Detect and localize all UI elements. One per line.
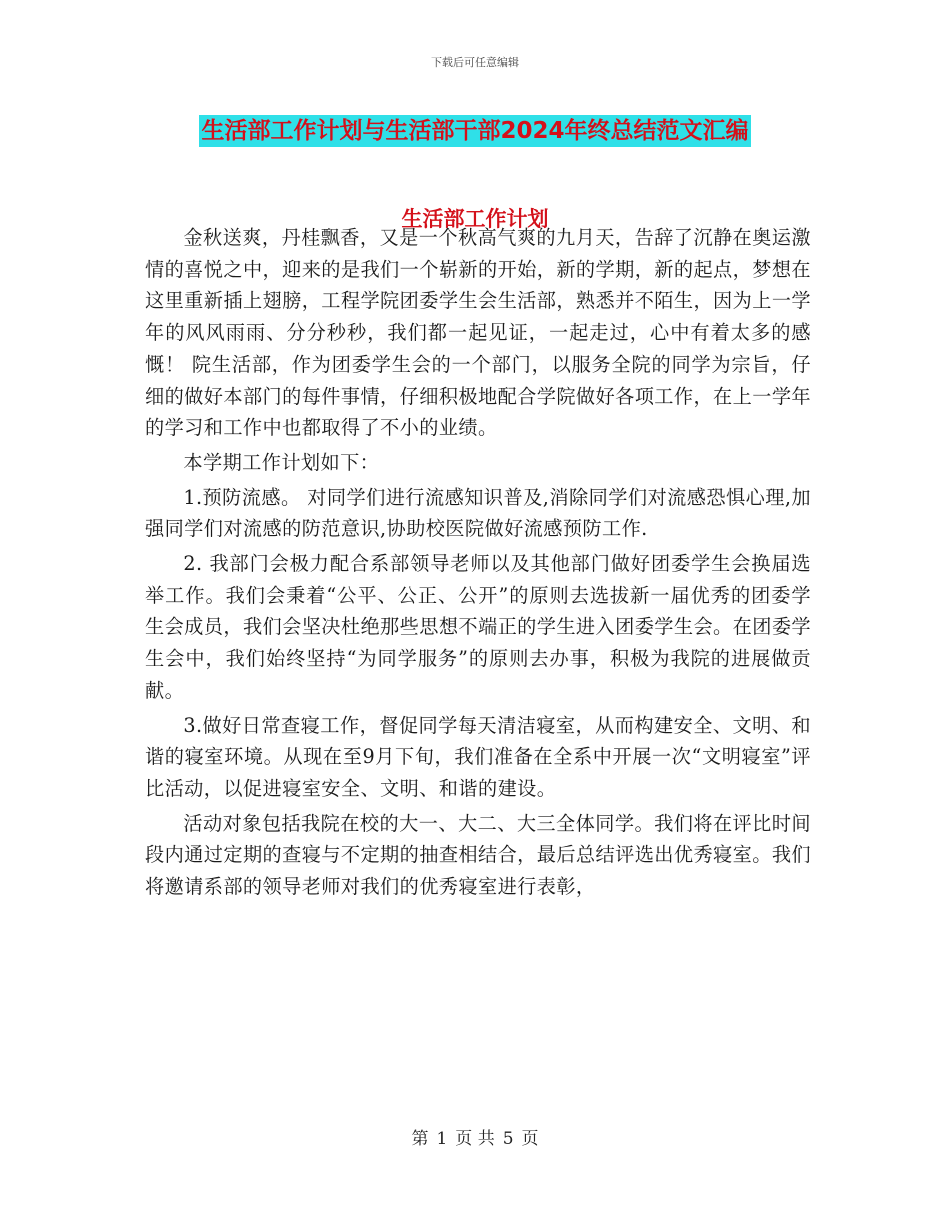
- footer-prefix: 第: [411, 1129, 429, 1149]
- document-title-text: 生活部工作计划与生活部干部2024年终总结范文汇编: [199, 115, 750, 147]
- paragraph: 金秋送爽，丹桂飘香，又是一个秋高气爽的九月天，告辞了沉静在奥运激情的喜悦之中，迎来的是我们一个崭新的开始，新的学期，新的起点，梦想在这里重新插上翅膀，工程学院团委学生会生活部，熟悉并不陌生，因为上一学年的风风雨雨、分分秒秒，我们都一起见证，一起走过，心中有着太多的感慨！ 院生活部，作为团委学生会的一个部门，以服务全院的同学为宗旨，仔细的做好本部门的每件事情，仔细积极地配合学院做好各项工作，在上一学年的学习和工作中也都取得了不小的业绩。: [145, 226, 811, 440]
- document-body: [145, 222, 811, 903]
- paragraph: 活动对象包括我院在校的大一、大二、大三全体同学。我们将在评比时间段内通过定期的查寝与不定期的抽查相结合，最后总结评选出优秀寝室。我们将邀请系部的领导老师对我们的优秀寝室进行表彰，: [145, 811, 811, 899]
- footer-page-number: 1: [436, 1129, 448, 1149]
- paragraph: 2. 我部门会极力配合系部领导老师以及其他部门做好团委学生会换届选举工作。我们会秉着“公平、公正、公开”的原则去选拔新一届优秀的团委学生会成员，我们会坚决杜绝那些思想不端正的学生进入团委学生会。在团委学生会中，我们始终坚持“为同学服务”的原则去办事，积极为我院的进展做贡献。: [145, 552, 811, 702]
- section-title: 生活部工作计划: [401, 207, 549, 231]
- page-footer: [0, 1124, 950, 1149]
- footer-total-pages: 5: [502, 1129, 514, 1149]
- paragraph: 3.做好日常查寝工作，督促同学每天清洁寝室，从而构建安全、文明、和谐的寝室环境。从现在至9月下旬，我们准备在全系中开展一次“文明寝室”评比活动，以促进寝室安全、文明、和谐的建设。: [145, 713, 811, 800]
- paragraph: 1.预防流感。 对同学们进行流感知识普及,消除同学们对流感恐惧心理,加强同学们对流感的防范意识,协助校医院做好流感预防工作.: [145, 485, 811, 541]
- footer-mid: 页 共: [455, 1129, 495, 1149]
- footer-suffix: 页: [521, 1129, 539, 1149]
- header-note: 下载后可任意编辑: [431, 56, 519, 69]
- paragraph: 本学期工作计划如下：: [183, 450, 380, 474]
- document-title: [0, 112, 950, 145]
